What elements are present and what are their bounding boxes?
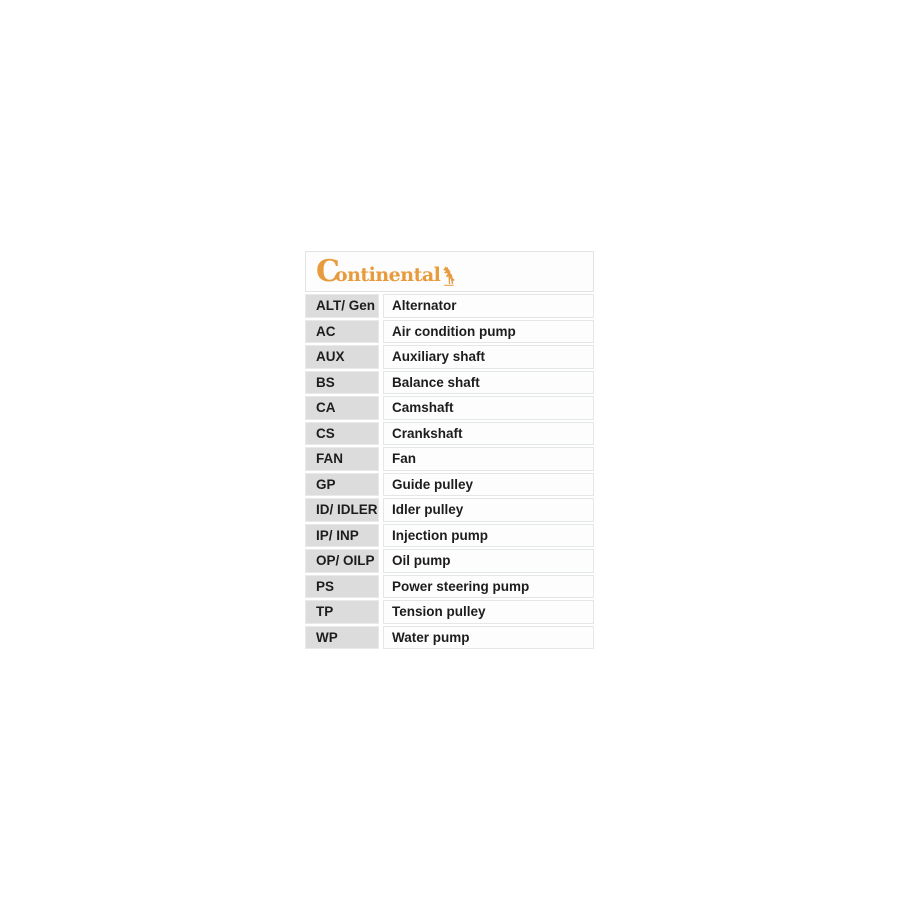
legend-row [305,345,594,369]
abbreviation-cell: PS [305,575,379,599]
description-cell: Alternator [383,294,594,318]
legend-row [305,626,594,650]
abbreviation-cell: TP [305,600,379,624]
description-cell: Fan [383,447,594,471]
legend-row [305,422,594,446]
abbreviation-cell: CA [305,396,379,420]
description-cell: Water pump [383,626,594,650]
abbreviation-cell: AUX [305,345,379,369]
description-cell: Guide pulley [383,473,594,497]
legend-row [305,575,594,599]
description-cell: Balance shaft [383,371,594,395]
brand-wordmark: Continental [316,253,441,289]
description-cell: Oil pump [383,549,594,573]
abbreviation-cell: ALT/ Gen [305,294,379,318]
abbreviation-legend-table [305,251,594,649]
abbreviation-cell: ID/ IDLER [305,498,379,522]
description-cell: Tension pulley [383,600,594,624]
description-cell: Auxiliary shaft [383,345,594,369]
description-cell: Idler pulley [383,498,594,522]
description-cell: Crankshaft [383,422,594,446]
abbreviation-cell: IP/ INP [305,524,379,548]
legend-row [305,549,594,573]
continental-logo [316,253,458,289]
legend-row [305,447,594,471]
legend-row [305,371,594,395]
abbreviation-cell: FAN [305,447,379,471]
description-cell: Injection pump [383,524,594,548]
legend-row [305,473,594,497]
description-cell: Camshaft [383,396,594,420]
legend-row [305,294,594,318]
abbreviation-cell: BS [305,371,379,395]
abbreviation-cell: CS [305,422,379,446]
legend-row [305,396,594,420]
brand-header [305,251,594,292]
abbreviation-cell: OP/ OILP [305,549,379,573]
description-cell: Air condition pump [383,320,594,344]
description-cell: Power steering pump [383,575,594,599]
legend-row [305,498,594,522]
legend-rows [305,294,594,649]
abbreviation-cell: AC [305,320,379,344]
abbreviation-cell: GP [305,473,379,497]
legend-row [305,600,594,624]
abbreviation-cell: WP [305,626,379,650]
legend-row [305,320,594,344]
rearing-horse-icon [442,265,458,287]
legend-row [305,524,594,548]
